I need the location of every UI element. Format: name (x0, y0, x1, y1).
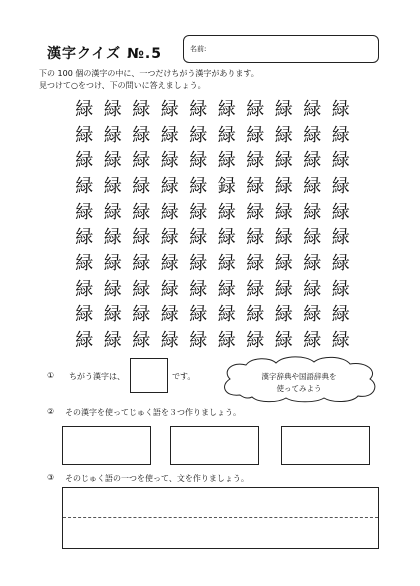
kanji-cell[interactable]: 緑 (189, 175, 208, 197)
kanji-cell[interactable]: 緑 (246, 304, 265, 326)
kanji-cell[interactable]: 緑 (246, 98, 265, 120)
kanji-cell[interactable]: 緑 (331, 175, 350, 197)
instruction-line-1: 下の 100 個の漢字の中に、一つだけちがう漢字があります。 (39, 69, 259, 78)
kanji-cell[interactable]: 緑 (189, 98, 208, 120)
question-3-text: そのじゅく語の一つを使って、文を作りましょう。 (65, 474, 249, 483)
kanji-cell[interactable]: 緑 (103, 98, 122, 120)
kanji-cell[interactable]: 緑 (75, 150, 94, 172)
kanji-cell[interactable]: 緑 (303, 98, 322, 120)
kanji-cell[interactable]: 緑 (75, 304, 94, 326)
kanji-cell[interactable]: 緑 (160, 253, 179, 275)
kanji-cell[interactable]: 緑 (246, 201, 265, 223)
kanji-cell[interactable]: 緑 (160, 278, 179, 300)
kanji-cell[interactable]: 緑 (303, 175, 322, 197)
kanji-cell[interactable]: 緑 (75, 278, 94, 300)
kanji-cell[interactable]: 緑 (217, 278, 236, 300)
question-1-number: ① (47, 371, 55, 380)
kanji-cell[interactable]: 緑 (103, 253, 122, 275)
kanji-cell[interactable]: 緑 (274, 227, 293, 249)
question-1-text: ちがう漢字は、 (69, 372, 125, 381)
kanji-cell[interactable]: 緑 (103, 124, 122, 146)
kanji-cell[interactable]: 緑 (189, 124, 208, 146)
kanji-cell[interactable]: 緑 (75, 330, 94, 352)
kanji-cell[interactable]: 緑 (303, 330, 322, 352)
hint-line-2: 使ってみよう (276, 384, 322, 393)
kanji-cell[interactable]: 緑 (75, 175, 94, 197)
kanji-cell[interactable]: 緑 (246, 124, 265, 146)
kanji-cell[interactable]: 緑 (303, 150, 322, 172)
kanji-cell[interactable]: 緑 (217, 330, 236, 352)
kanji-cell[interactable]: 緑 (217, 150, 236, 172)
kanji-cell[interactable]: 緑 (132, 330, 151, 352)
kanji-cell[interactable]: 緑 (217, 304, 236, 326)
name-label: 名前: (190, 45, 207, 53)
kanji-cell[interactable]: 緑 (132, 98, 151, 120)
kanji-cell[interactable]: 緑 (274, 175, 293, 197)
kanji-cell[interactable]: 緑 (132, 150, 151, 172)
kanji-cell[interactable]: 緑 (217, 124, 236, 146)
kanji-cell[interactable]: 緑 (274, 98, 293, 120)
kanji-cell[interactable]: 緑 (217, 201, 236, 223)
question-2-text: その漢字を使ってじゅく語を３つ作りましょう。 (65, 408, 241, 417)
kanji-cell[interactable]: 緑 (189, 227, 208, 249)
kanji-grid (70, 97, 355, 354)
kanji-cell[interactable]: 緑 (132, 201, 151, 223)
kanji-cell[interactable]: 緑 (331, 330, 350, 352)
word-box-2[interactable] (170, 426, 259, 465)
kanji-cell[interactable]: 緑 (246, 227, 265, 249)
kanji-cell[interactable]: 緑 (303, 124, 322, 146)
kanji-cell[interactable]: 緑 (331, 253, 350, 275)
kanji-cell[interactable]: 緑 (103, 201, 122, 223)
kanji-cell[interactable]: 緑 (189, 201, 208, 223)
kanji-cell[interactable]: 緑 (103, 304, 122, 326)
kanji-cell[interactable]: 緑 (274, 304, 293, 326)
kanji-cell[interactable]: 緑 (189, 253, 208, 275)
kanji-cell[interactable]: 緑 (103, 227, 122, 249)
kanji-cell[interactable]: 緑 (217, 98, 236, 120)
kanji-cell[interactable]: 緑 (103, 175, 122, 197)
kanji-cell[interactable]: 緑 (189, 330, 208, 352)
name-field[interactable] (183, 35, 379, 63)
kanji-cell[interactable]: 緑 (103, 330, 122, 352)
kanji-cell[interactable]: 緑 (103, 278, 122, 300)
kanji-cell[interactable]: 緑 (331, 227, 350, 249)
kanji-cell[interactable]: 緑 (246, 150, 265, 172)
kanji-cell[interactable]: 緑 (189, 304, 208, 326)
kanji-cell[interactable]: 緑 (132, 175, 151, 197)
kanji-cell[interactable]: 緑 (331, 98, 350, 120)
kanji-cell[interactable]: 緑 (160, 150, 179, 172)
kanji-cell[interactable]: 緑 (331, 150, 350, 172)
kanji-cell[interactable]: 緑 (246, 330, 265, 352)
kanji-cell[interactable]: 緑 (75, 98, 94, 120)
word-box-1[interactable] (62, 426, 151, 465)
kanji-cell[interactable]: 緑 (132, 304, 151, 326)
sentence-box[interactable] (62, 487, 379, 549)
kanji-cell[interactable]: 緑 (75, 201, 94, 223)
kanji-cell[interactable]: 緑 (132, 124, 151, 146)
kanji-cell[interactable]: 緑 (75, 227, 94, 249)
kanji-cell[interactable]: 緑 (160, 201, 179, 223)
kanji-cell[interactable]: 緑 (75, 124, 94, 146)
kanji-cell[interactable]: 緑 (331, 278, 350, 300)
question-2-number: ② (47, 407, 55, 416)
kanji-cell[interactable]: 緑 (274, 150, 293, 172)
kanji-cell[interactable]: 緑 (274, 124, 293, 146)
kanji-cell[interactable]: 緑 (160, 124, 179, 146)
hint-line-1: 漢字辞典や国語辞典を (261, 372, 337, 381)
kanji-cell[interactable]: 緑 (331, 201, 350, 223)
kanji-cell[interactable]: 緑 (103, 150, 122, 172)
word-box-3[interactable] (281, 426, 370, 465)
kanji-cell[interactable]: 緑 (246, 278, 265, 300)
answer-box[interactable] (130, 358, 168, 393)
kanji-cell[interactable]: 緑 (274, 330, 293, 352)
page-title: 漢字クイズ №.5 (47, 46, 162, 62)
kanji-cell[interactable]: 緑 (217, 253, 236, 275)
kanji-cell[interactable]: 緑 (160, 304, 179, 326)
kanji-cell[interactable]: 緑 (132, 227, 151, 249)
sentence-guide-line (63, 517, 378, 518)
kanji-cell[interactable]: 緑 (303, 278, 322, 300)
kanji-cell[interactable]: 緑 (160, 98, 179, 120)
kanji-cell[interactable]: 緑 (189, 150, 208, 172)
kanji-cell[interactable]: 緑 (331, 304, 350, 326)
kanji-cell[interactable]: 録 (217, 175, 236, 197)
question-3-number: ③ (47, 473, 55, 482)
kanji-cell[interactable]: 緑 (132, 278, 151, 300)
kanji-cell[interactable]: 緑 (246, 253, 265, 275)
question-1-suffix: です。 (172, 372, 196, 381)
kanji-cell[interactable]: 緑 (75, 253, 94, 275)
kanji-cell[interactable]: 緑 (274, 253, 293, 275)
kanji-cell[interactable]: 緑 (274, 201, 293, 223)
kanji-cell[interactable]: 緑 (132, 253, 151, 275)
kanji-cell[interactable]: 緑 (303, 253, 322, 275)
kanji-cell[interactable]: 緑 (160, 227, 179, 249)
kanji-cell[interactable]: 緑 (274, 278, 293, 300)
kanji-cell[interactable]: 緑 (303, 201, 322, 223)
kanji-cell[interactable]: 緑 (303, 227, 322, 249)
instruction-line-2: 見つけて○をつけ、下の問いに答えましょう。 (39, 81, 206, 90)
kanji-cell[interactable]: 緑 (160, 175, 179, 197)
kanji-cell[interactable]: 緑 (217, 227, 236, 249)
kanji-cell[interactable]: 緑 (303, 304, 322, 326)
kanji-cell[interactable]: 緑 (246, 175, 265, 197)
kanji-cell[interactable]: 緑 (331, 124, 350, 146)
kanji-cell[interactable]: 緑 (189, 278, 208, 300)
kanji-cell[interactable]: 緑 (160, 330, 179, 352)
